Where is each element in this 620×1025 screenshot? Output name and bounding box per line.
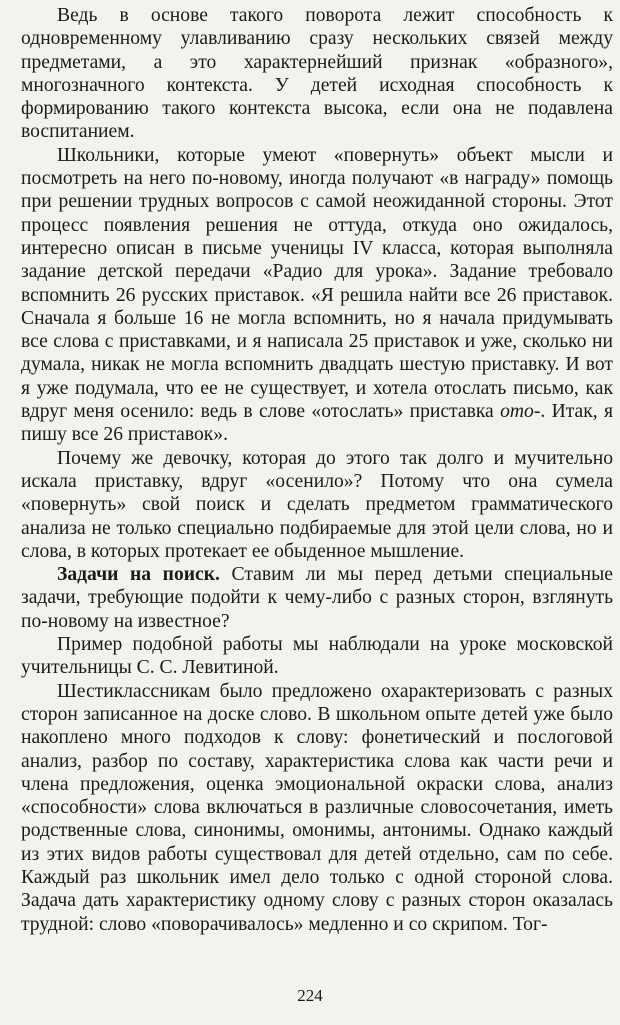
- page-number: 224: [297, 986, 323, 1005]
- paragraph-6-text: Шестиклассникам было предложено охарактеризовать с разных сторон записанное на доске слово. В школьном опыте детей уже было накоплено много подходов к слову: фонетический и послоговой анализ, разбор по составу, характеристика слова как части речи и члена предложения, оценка эмоциональной окраски слова, анализ «способности» слова включаться в различные словосочетания, иметь родственные слова, синонимы, омонимы, антонимы. Однако каждый из этих видов работы существовал для детей отдельно, сам по себе. Каждый раз школьник имел дело только с одной стороной слова. Задача дать характеристику одному слову с разных сторон оказалась трудной: слово «поворачивалось» медленно и со скрипом. Тог-: [21, 680, 613, 935]
- paragraph-2-italic-prefix: ото-: [500, 401, 541, 423]
- paragraph-5: [21, 633, 613, 680]
- paragraph-4: [21, 563, 613, 633]
- paragraph-2-tail: . Итак, я пишу все 26 приставок».: [21, 401, 613, 446]
- paragraph-2-text: Школьники, которые умеют «повернуть» объект мысли и посмотреть на него по-новому, иногда получают «в награду» помощь при решении трудных вопросов с самой неожиданной стороны. Этот процесс появления решения не оттуда, откуда оно ожидалось, интересно описан в письме ученицы IV класса, которая выполняла задание детской передачи «Радио для урока». Задание требовало вспомнить 26 русских приставок. «Я решила найти все 26 приставок. Сначала я больше 16 не могла вспомнить, но я начала придумывать все слова с приставками, и я написала 25 приставок и уже, сколько ни думала, никак не могла вспомнить двадцать шестую приставку. И вот я уже подумала, что ее не существует, и хотела отослать письмо, как вдруг меня осенило: ведь в слове «отослать» приставка: [21, 144, 613, 423]
- paragraph-3-text: Почему же девочку, которая до этого так долго и мучительно искала приставку, вдруг «осенило»? Потому что она сумела «повернуть» свой поиск и сделать предметом грамматического анализа не только специально подбираемые для этой цели слова, но и слова, в которых протекает ее обыденное мышление.: [21, 447, 613, 562]
- paragraph-3: [21, 447, 613, 563]
- paragraph-4-text: Ставим ли мы перед детьми специальные задачи, требующие подойти к чему-либо с разных сторон, взглянуть по-новому на известное?: [21, 564, 613, 632]
- run-in-heading: Задачи на поиск.: [57, 564, 220, 586]
- paragraph-6: [21, 680, 613, 936]
- document-page: [21, 4, 613, 936]
- paragraph-2: [21, 144, 613, 447]
- paragraph-1: [21, 4, 613, 144]
- paragraph-1-text: Ведь в основе такого поворота лежит способность к одновременному улавливанию сразу нескольких связей между предметами, а это характернейший признак «образного», многозначного контекста. У детей исходная способность к формированию такого контекста высока, если она не подавлена воспитанием.: [21, 5, 613, 143]
- paragraph-5-text: Пример подобной работы мы наблюдали на уроке московской учительницы С. С. Левитиной.: [21, 634, 613, 679]
